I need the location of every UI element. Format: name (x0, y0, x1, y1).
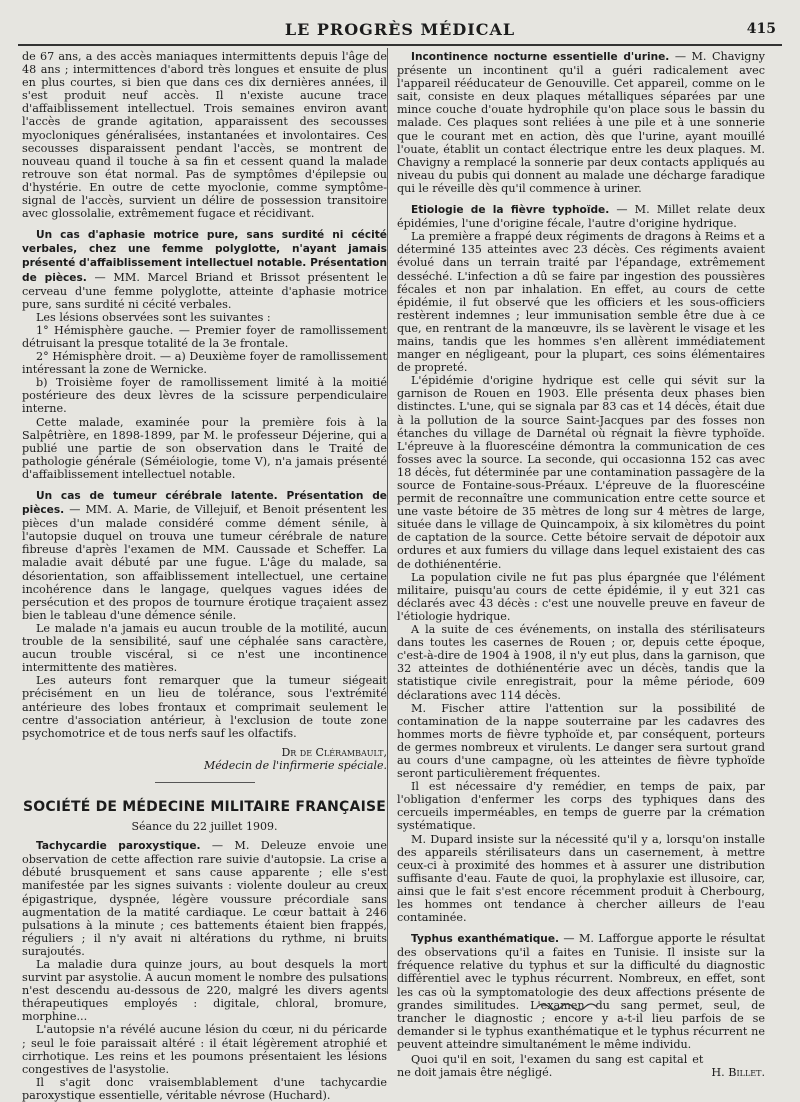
article-heading: Etiologie de la fièvre typhoïde. (411, 204, 610, 217)
paragraph: M. Fischer attire l'attention sur la possibilité de contamination de la nappe souterraine par les cadavres des hommes morts de fièvre typhoïde et, par conséquent, porteurs de germes nombreux et virulents. Le danger sera surtout grand au cours d'une campagne, où les atteintes de fièvre typhoïde seront particulièrement fréquentes. (397, 701, 765, 781)
closing-line (397, 1053, 765, 1079)
paragraph: La première a frappé deux régiments de dragons à Reims et a déterminé 135 atteintes avec 23 décès. Ces régiments avaient évolué dans un terrain traité par l'épandage, extrêmement desséché. L'infection a dû se faire par ingestion des poussières fécales et non par inhalation. En effet, au cours de cette épidémie, il fut observé que les officiers et les sous-officiers restèrent indemnes ; leur immunisation semble être due à ce que, en rentrant de la manœuvre, ils se lavèrent le visage et les mains, tandis que les hommes s'en allèrent immédiatement manger en négligeant, pour la plupart, ces soins élémentaires de propreté. (397, 230, 765, 375)
paragraph: L'épidémie d'origine hydrique est celle qui sévit sur la garnison de Rouen en 1903. Elle présenta deux phases bien distinctes. L'une, qui se signala par 83 cas et 14 décès, était due à la pollution de la source Saint-Jacques par des fosses non étanches du village de Darnétal où régnait la fièvre typhoïde. L'épreuve à la fluorescéine démontra la communication de ces fosses avec la source. La seconde, qui occasionna 152 cas avec 18 décès, fut déterminée par une contamination passagère de la source de Fontaine-sous-Préaux. L'épreuve de la fluorescéine permit de reconnaître une communication entre cette source et une vaste bétoire de 35 mètres de long sur 4 mètres de large, située dans le village de Quincampoix, à six kilomètres du point de captation de la source. Cette bétoire servait de dépotoir aux ordures et aux fumiers du village dans lequel existaient des cas de dothiénentérie. (397, 374, 765, 571)
left-column (22, 50, 387, 1102)
paragraph: b) Troisième foyer de ramollissement limité à la moitié postérieure des deux lèvres de la scissure perpendiculaire interne. (22, 376, 387, 416)
article-typhus (397, 932, 765, 1051)
paragraph: 1° Hémisphère gauche. — Premier foyer de ramollissement détruisant la presque totalité de la 3e frontale. (22, 323, 387, 350)
paragraph: de 67 ans, a des accès maniaques intermittents depuis l'âge de 48 ans ; intermittences d'abord très longues et ensuite de plus en plus courtes, si bien que dans ces dix dernières années, il s'est produit neuf accès. Il n'existe aucune trace d'affaiblissement intellectuel. Trois semaines environ avant l'accès de grande agitation, apparaissent des secousses myocloniques généralisées, instantanées et involontaires. Ces secousses disparaissent pendant l'accès, se montrent de nouveau quand il touche à sa fin et cessent quand la malade retrouve son état normal. Pas de symptômes d'épilepsie ou d'hystérie. En outre de cette myoclonie, comme symptôme-signal de l'accès, survient un délire de possession transitoire avec glossolalie, extrêmement fugace et récidivant. (22, 50, 387, 221)
paragraph: L'autopsie n'a révélé aucune lésion du cœur, ni du péricarde ; seul le foie paraissait altéré : il était légèrement atrophié et cirrhotique. Les reins et les poumons présentaient les lésions congestives de l'asystolie. (22, 1023, 387, 1076)
paragraph: Les lésions observées sont les suivantes : (36, 310, 271, 324)
column-divider (387, 48, 388, 994)
paragraph: — M. Deleuze envoie une observation de cette affection rare suivie d'autopsie. La crise a débuté brusquement et sans cause apparente ; elle s'est manifestée par les signes suivants : violente douleur au creux épigastrique, dyspnée, légère voussure précordiale sans augmentation de la matité cardiaque. Le cœur battait à 246 pulsations à la minute ; ces battements étaient bien frappés, réguliers ; il n'y avait ni altérations du rythme, ni bruits surajoutés. (22, 839, 387, 958)
paragraph: 2° Hémisphère droit. — a) Deuxième foyer de ramollissement intéressant la zone de Wernicke. (22, 350, 387, 377)
article-heading: Typhus exanthématique. (411, 933, 560, 946)
article-heading: Incontinence nocturne essentielle d'urine. (411, 51, 670, 63)
journal-title: LE PROGRÈS MÉDICAL (284, 20, 516, 39)
paragraph: — MM. Marcel Briand et Brissot présentent le cerveau d'une femme polyglotte, atteinte d'aphasie motrice pure, sans surdité ni cécité verbales. (22, 270, 387, 311)
article-tumeur (22, 489, 387, 622)
article-heading: Un cas d'aphasie motrice pure, sans surdité ni cécité verbales, chez une femme polyglotte, n'ayant jamais présenté d'affaiblissement intellectuel notable. Présentation de pièces. (22, 229, 387, 284)
header-rule (18, 44, 782, 46)
paragraph: A la suite de ces événements, on installa des stérilisateurs dans toutes les casernes de Rouen ; or, depuis cette époque, c'est-à-dire de 1904 à 1908, il n'y eut plus, dans la garnison, que 32 atteintes de dothiénentérie avec un décès, tandis que la statistique civile enregistrait, pour la même période, 609 déclarations avec 114 décès. (397, 623, 765, 702)
section-divider (155, 782, 255, 783)
paragraph: Il est nécessaire d'y remédier, en temps de paix, par l'obligation d'enfermer les corps des typhiques dans des cercueils imperméables, en temps de guerre par la crémation systématique. (397, 780, 765, 833)
article-typhoide (397, 203, 765, 230)
article-aphasie (22, 228, 387, 311)
paragraph: Le malade n'a jamais eu aucun trouble de la motilité, aucun trouble de la sensibilité, sauf une céphalée sans caractère, aucun trouble viscéral, si ce n'est une incontinence intermittente des matières. (22, 621, 387, 675)
paragraph: M. Dupard insiste sur la nécessité qu'il y a, lorsqu'on installe des appareils stérilisateurs dans un casernement, à mettre ceux-ci à proximité des hommes et à assurer une distribution suffisante d'eau. Faute de quoi, la prophylaxie est illusoire, car, ainsi que le fait s'est encore récemment produit à Cherbourg, les hommes ont tendance à chercher ailleurs de l'eau contaminée. (397, 832, 765, 925)
article-heading: Un cas de tumeur cérébrale latente. Présentation de pièces. (22, 490, 387, 517)
signature-title: Médecin de l'infirmerie spéciale. (203, 758, 387, 772)
paragraph: La population civile ne fut pas plus épargnée que l'élément militaire, puisqu'au cours de cette épidémie, il y eut 321 cas déclarés avec 43 décès : c'est une nouvelle preuve en faveur de l'étiologie hydrique. (397, 570, 765, 623)
paragraph: Cette malade, examinée pour la première fois à la Salpêtrière, en 1898-1899, par M. le professeur Déjerine, qui a publié une partie de son observation dans le Traité de pathologie générale (Séméiologie, tome V), n'a jamais présenté d'affaiblissement intellectuel notable. (22, 415, 387, 481)
paragraph: — M. Chavigny présente un incontinent qu'il a guéri radicalement avec l'appareil rééducateur de Genouville. Cet appareil, comme on le sait, consiste en deux plaques métalliques séparées par une mince couche d'ouate hydrophile qu'on place sous le bassin du malade. Ces plaques sont reliées à une pile et à une sonnerie que le courant met en action, dès que l'urine, ayant mouillé l'ouate, établit un contact électrique entre les deux plaques. M. Chavigny a remplacé la sonnerie par deux contacts appliqués au niveau du pubis qui donnent au malade une décharge faradique qui le réveille dès qu'il commence à uriner. (397, 50, 765, 195)
signature-name: Dr de Clérambault, (281, 745, 387, 759)
paragraph: — MM. A. Marie, de Villejuif, et Benoit présentent les pièces d'un malade considéré comme dément sénile, à l'autopsie duquel on trouva une tumeur cérébrale de nature fibreuse d'après l'examen de MM. Caussade et Scheffer. La maladie avait débuté par une fugue. L'âge du malade, sa désorientation, son affaiblissement intellectuel, une certaine incohérence dans le langage, quelques vagues idées de persécution et des propos de tournure érotique traçaient assez bien le tableau d'une démence sénile. (22, 503, 387, 622)
right-column (397, 50, 765, 1079)
paragraph: — M. Lafforgue apporte le résultat des observations qu'il a faites en Tunisie. Il insiste sur la fréquence relative du typhus et sur la difficulté du diagnostic différentiel avec le typhus récurrent. Nombreux, en effet, sont les cas où la symptomatologie des deux affections présente de grandes similitudes. L'examen du sang permet, seul, de trancher le diagnostic ; encore y a-t-il lieu parfois de se demander si le typhus exanthématique et le typhus récurrent ne peuvent atteindre simultanément le même individu. (397, 932, 765, 1051)
page-number: 415 (746, 21, 776, 37)
end-flourish-icon (535, 1000, 605, 1014)
paragraph: Les auteurs font remarquer que la tumeur siégeait précisément en un lieu de tolérance, sous l'extrémité antérieure des lobes frontaux et comprimait seulement le centre d'association antérieur, à l'exclusion de toute zone psychomotrice et de tous nerfs sauf les olfactifs. (22, 674, 387, 740)
society-heading: SOCIÉTÉ DE MÉDECINE MILITAIRE FRANÇAISE (22, 798, 387, 815)
article-incontinence (397, 50, 765, 195)
page-header (18, 20, 782, 40)
signature-name: H. Billet. (711, 1066, 765, 1080)
paragraph: La maladie dura quinze jours, au bout desquels la mort survint par asystolie. A aucun moment le nombre des pulsations n'est descendu au-dessous de 220, malgré les divers agents thérapeutiques employés : digitale, chloral, bromure, morphine... (22, 958, 387, 1024)
paragraph: — M. Millet relate deux épidémies, l'une d'origine fécale, l'autre d'origine hydrique. (397, 203, 766, 231)
session-date: Séance du 22 juillet 1909. (131, 820, 278, 834)
article-heading: Tachycardie paroxystique. (36, 840, 201, 853)
paragraph: Il s'agit donc vraisemblablement d'une tachycardie paroxystique essentielle, véritable névrose (Huchard). (22, 1075, 387, 1102)
article-tachycardie (22, 839, 387, 958)
paragraph: Quoi qu'il en soit, l'examen du sang est capital et ne doit jamais être négligé. (397, 1053, 704, 1080)
